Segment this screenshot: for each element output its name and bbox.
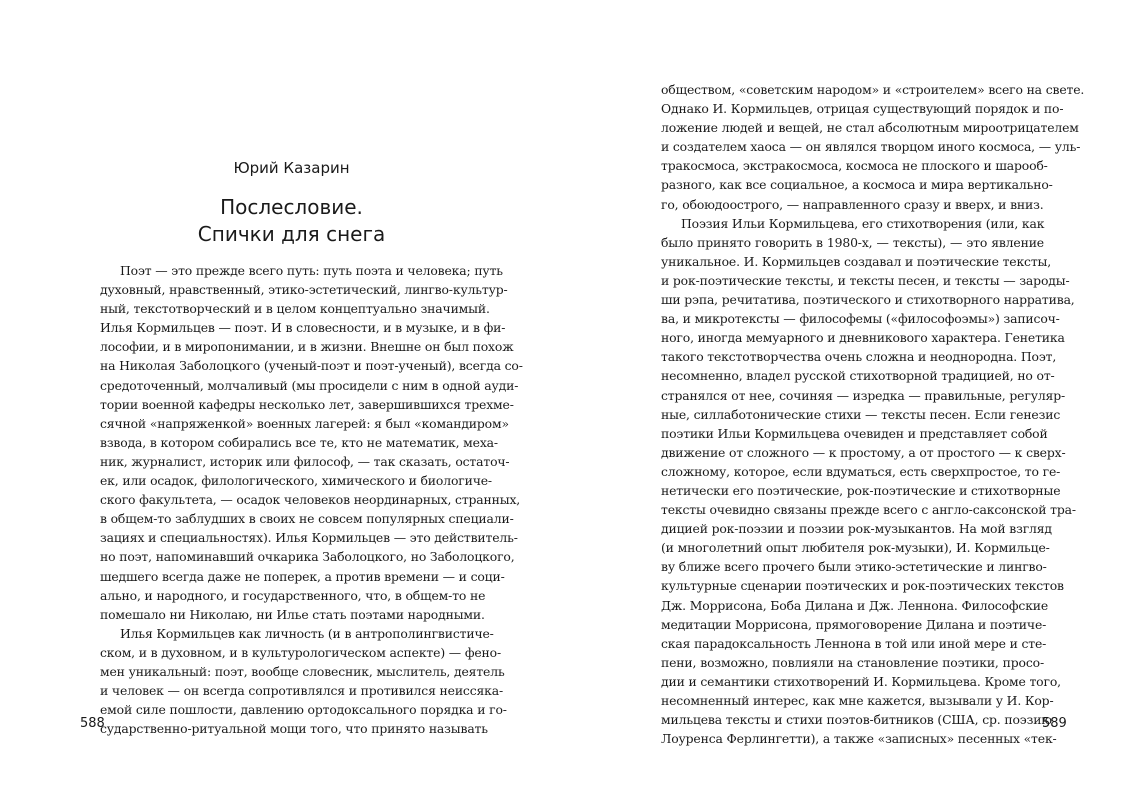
chapter-title-line-1: Послесловие.: [220, 195, 363, 219]
text-line: поэтики Ильи Кормильцева очевиден и представляет собой: [661, 425, 1048, 441]
text-line: ложение людей и вещей, не стал абсолютным мироотрицателем: [661, 120, 1079, 136]
text-line: медитации Моррисона, прямоговорение Дилана и поэтиче-: [661, 616, 1047, 632]
text-line: Лоуренса Ферлингетти), а также «записных» песенных «тек-: [661, 731, 1057, 747]
text-line: пени, возможно, повлияли на становление поэтики, просо-: [661, 654, 1044, 670]
text-line: взвода, в котором собирались все те, кто не математик, меха-: [100, 434, 498, 450]
text-line: помешало ни Николаю, ни Илье стать поэтами народными.: [100, 606, 485, 622]
text-line: мильцева тексты и стихи поэтов-битников (США, ср. поэзию: [661, 712, 1052, 728]
text-line: ного, иногда мемуарного и дневникового характера. Генетика: [661, 330, 1065, 346]
text-line: емой силе пошлости, давлению ортодоксального порядка и го-: [100, 702, 507, 718]
text-line: лософии, и в миропонимании, и в жизни. Внешне он был похож: [100, 339, 514, 355]
text-line: Илья Кормильцев как личность (и в антрополингвистиче-: [120, 625, 494, 641]
text-line: несомненный интерес, как мне кажется, вызывали у И. Кор-: [661, 693, 1054, 708]
text-line: дицией рок-поэзии и поэзии рок-музыкантов. На мой взгляд: [661, 521, 1052, 537]
chapter-title: [100, 194, 483, 248]
text-line: зациях и специальностях). Илья Кормильцев — это действитель-: [100, 530, 518, 546]
text-line: дии и семантики стихотворений И. Кормильцева. Кроме того,: [661, 673, 1061, 689]
text-line: ского факультета, — осадок человеков неординарных, странных,: [100, 492, 521, 508]
chapter-title-line-2: Спички для снега: [197, 222, 386, 246]
page-number: 588: [80, 716, 105, 731]
text-line: обществом, «советским народом» и «строителем» всего на свете.: [661, 82, 1085, 97]
text-line: духовный, нравственный, этико-эстетический, лингво-культур-: [100, 282, 508, 298]
text-line: культурные сценарии поэтических и рок-поэтических текстов: [661, 578, 1064, 594]
text-line: сударственно-ритуальной мощи того, что принято называть: [100, 721, 488, 737]
text-line: тракосмоса, экстракосмоса, космоса не плоского и шарооб-: [661, 158, 1048, 174]
text-line: Дж. Моррисона, Боба Дилана и Дж. Леннона. Философские: [661, 597, 1049, 613]
text-line: ву ближе всего прочего были этико-эстетические и лингво-: [661, 559, 1047, 575]
text-line: Илья Кормильцев — поэт. И в словесности, и в музыке, и в фи-: [100, 320, 506, 336]
text-line: ные, силлаботонические стихи — тексты песен. Если генезис: [661, 406, 1061, 422]
text-line: (и многолетний опыт любителя рок-музыки), И. Кормильце-: [661, 540, 1050, 556]
text-line: разного, как все социальное, а космоса и мира вертикально-: [661, 177, 1053, 193]
text-line: ва, и микротексты — философемы («философоэмы») записоч-: [661, 311, 1060, 327]
text-line: сячной «напряженкой» военных лагерей: я был «командиром»: [100, 415, 509, 431]
page-number: 589: [1042, 716, 1067, 731]
text-line: сложному, которое, если вдуматься, есть сверхпростое, то ге-: [661, 463, 1061, 479]
text-line: го, обоюдоострого, — направленного сразу и вверх, и вниз.: [661, 196, 1044, 212]
text-line: было принято говорить в 1980-х, — тексты), — это явление: [661, 234, 1044, 250]
text-line: шедшего всегда даже не поперек, а против времени — и соци-: [100, 568, 505, 584]
text-line: мен уникальный: поэт, вообще словесник, мыслитель, деятель: [100, 663, 505, 679]
text-line: тории военной кафедры несколько лет, завершившихся трехме-: [100, 396, 514, 412]
text-line: ши рэпа, речитатива, поэтического и стихотворного нарратива,: [661, 292, 1075, 308]
text-line: Поэт — это прежде всего путь: путь поэта и человека; путь: [120, 263, 503, 278]
text-line: средоточенный, молчаливый (мы просидели с ним в одной ауди-: [100, 377, 519, 393]
text-line: и человек — он всегда сопротивлялся и противился неиссяка-: [100, 683, 504, 699]
author-name: Юрий Казарин: [233, 159, 350, 177]
text-line: несомненно, владел русской стихотворной традицией, но от-: [661, 368, 1055, 384]
text-line: ском, и в духовном, и в культурологическом аспекте) — фено-: [100, 644, 502, 660]
text-line: Поэзия Ильи Кормильцева, его стихотворения (или, как: [681, 215, 1045, 231]
text-line: такого текстотворчества очень сложна и неоднородна. Поэт,: [661, 349, 1057, 365]
text-line: но поэт, напоминавший очкарика Заболоцкого, но Заболоцкого,: [100, 549, 515, 565]
text-line: и рок-поэтические тексты, и тексты песен, и тексты — зароды-: [661, 272, 1070, 288]
text-line: движение от сложного — к простому, а от простого — к сверх-: [661, 444, 1066, 460]
text-line: нетически его поэтические, рок-поэтические и стихотворные: [661, 482, 1061, 498]
right-page: [572, 0, 1144, 800]
text-line: на Николая Заболоцкого (ученый-поэт и поэт-ученый), всегда со-: [100, 358, 523, 374]
text-line: в общем-то заблудших в своих не совсем популярных специали-: [100, 511, 514, 527]
text-line: Однако И. Кормильцев, отрицая существующий порядок и по-: [661, 101, 1064, 117]
text-line: уникальное. И. Кормильцев создавал и поэтические тексты,: [661, 253, 1052, 269]
text-line: странялся от нее, сочиняя — изредка — правильные, регуляр-: [661, 387, 1066, 403]
text-line: ный, текстотворческий и в целом концептуально значимый.: [100, 301, 490, 317]
text-line: ально, и народного, и государственного, что, в общем-то не: [100, 587, 486, 603]
text-line: ская парадоксальность Леннона в той или иной мере и сте-: [661, 635, 1047, 651]
left-body-text: [100, 261, 523, 738]
text-line: и создателем хаоса — он являлся творцом иного космоса, — уль-: [661, 139, 1081, 155]
text-line: ек, или осадок, филологического, химического и биологиче-: [100, 473, 492, 489]
text-line: тексты очевидно связаны прежде всего с англо-саксонской тра-: [661, 502, 1076, 518]
text-line: ник, журналист, историк или философ, — так сказать, остаточ-: [100, 453, 510, 469]
